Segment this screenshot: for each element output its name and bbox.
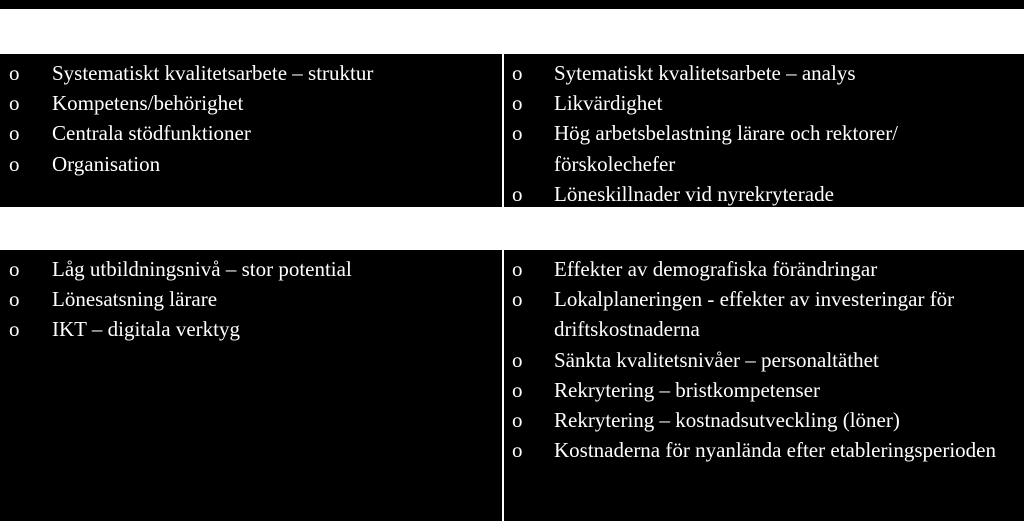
quadrant-bottom-left xyxy=(0,250,502,521)
bullet-marker: o xyxy=(512,287,523,312)
list-item xyxy=(0,254,502,284)
bullet-marker: o xyxy=(512,438,523,463)
bullet-marker: o xyxy=(512,91,523,116)
bullet-marker: o xyxy=(512,121,523,146)
bullet-marker: o xyxy=(9,91,20,116)
quadrant-top-right xyxy=(504,54,1024,207)
bullet-marker: o xyxy=(9,121,20,146)
list-item-text: Centrala stödfunktioner xyxy=(52,121,251,146)
list-item xyxy=(504,118,1024,178)
list-item-text: Rekrytering – kostnadsutveckling (löner) xyxy=(554,408,900,433)
list-item-text: Kompetens/behörighet xyxy=(52,91,244,116)
list-item xyxy=(0,118,502,148)
list-item-text: Likvärdighet xyxy=(554,91,663,116)
quadrant-bottom-right xyxy=(504,250,1024,521)
bullet-marker: o xyxy=(512,347,523,372)
list-item xyxy=(504,284,1024,344)
list-item-text: Lönesatsning lärare xyxy=(52,287,218,312)
bullet-list xyxy=(0,58,502,179)
list-item-text: Sytematiskt kvalitetsarbete – analys xyxy=(554,61,856,85)
list-item-text: Systematiskt kvalitetsarbete – struktur xyxy=(52,61,374,85)
list-item xyxy=(504,375,1024,405)
list-item xyxy=(504,254,1024,284)
list-item-text: Kostnaderna för nyanlända efter etableringsperioden xyxy=(554,438,996,463)
list-item xyxy=(0,284,502,314)
list-item-text: Rekrytering – bristkompetenser xyxy=(554,377,820,402)
quadrant-top-left xyxy=(0,54,502,207)
list-item-text: Hög arbetsbelastning lärare och rektorer/ förskolechefer xyxy=(554,121,899,176)
bullet-marker: o xyxy=(9,317,20,342)
bullet-marker: o xyxy=(9,257,20,281)
list-item-text: Lokalplaneringen - effekter av investeringar för driftskostnaderna xyxy=(554,287,955,342)
list-item xyxy=(504,345,1024,375)
bullet-list xyxy=(0,254,502,345)
list-item-text: IKT – digitala verktyg xyxy=(52,317,240,342)
bullet-marker: o xyxy=(512,408,523,433)
bullet-marker: o xyxy=(9,61,20,85)
list-item xyxy=(0,314,502,344)
list-item xyxy=(0,58,502,88)
list-item xyxy=(504,405,1024,435)
list-item xyxy=(0,88,502,118)
list-item-text: Effekter av demografiska förändringar xyxy=(554,257,878,281)
list-item xyxy=(504,58,1024,88)
list-item-text: Löneskillnader vid nyrekryterade xyxy=(554,181,834,206)
bullet-list xyxy=(504,58,1024,209)
bullet-marker: o xyxy=(512,61,523,85)
top-rule xyxy=(0,0,1024,9)
bullet-list xyxy=(504,254,1024,465)
list-item xyxy=(504,88,1024,118)
bullet-marker: o xyxy=(9,287,20,312)
header-band xyxy=(0,9,1024,54)
middle-band xyxy=(0,207,1024,250)
list-item xyxy=(504,435,1024,465)
list-item-text: Låg utbildningsnivå – stor potential xyxy=(52,257,352,281)
list-item xyxy=(0,149,502,179)
bullet-marker: o xyxy=(9,151,20,176)
bullet-marker: o xyxy=(512,257,523,281)
list-item-text: Sänkta kvalitetsnivåer – personaltäthet xyxy=(554,347,879,372)
list-item-text: Organisation xyxy=(52,151,161,176)
bullet-marker: o xyxy=(512,377,523,402)
list-item xyxy=(504,179,1024,209)
bullet-marker: o xyxy=(512,181,523,206)
